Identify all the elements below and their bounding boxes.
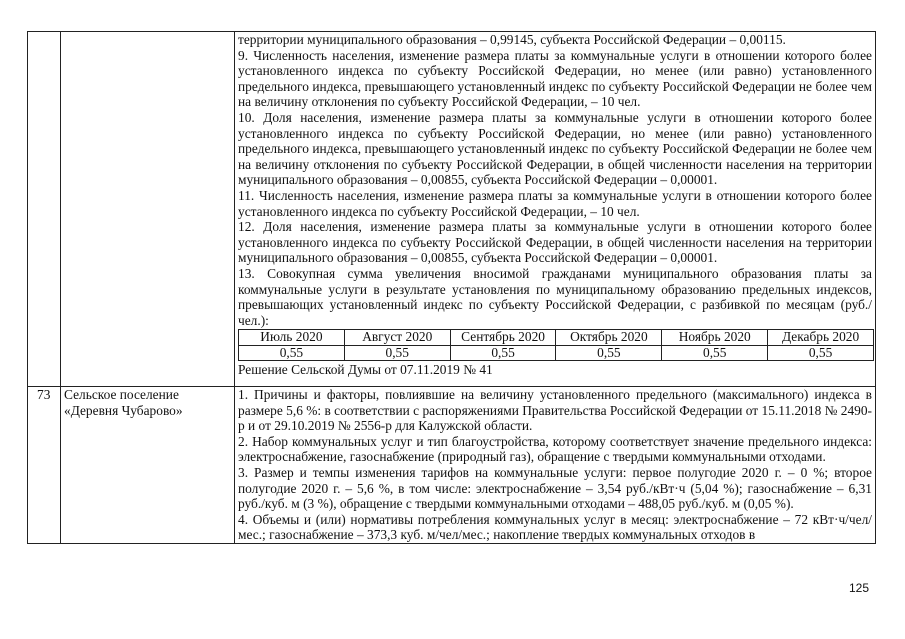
municipal-index-table — [27, 31, 876, 544]
details-cell — [235, 32, 876, 387]
month-value: 0,55 — [239, 345, 345, 361]
paragraph: 11. Численность населения, изменение размера платы за коммунальные услуги в отношении которого более установленного индекса по субъекту Российской Федерации, – 10 чел. — [238, 187, 872, 219]
paragraph: 10. Доля населения, изменение размера платы за коммунальные услуги в отношении которого более установленного индекса по субъекту Российской Федерации, но менее (или равно) установленного предельного индекса, превышающего установленный индекс по субъекту Российской Федерации не более чем на величину отклонения по субъекту Российской Федерации, в общей численности населения на территории муниципального образования – 0,00855, субъекта Российской Федерации – 0,00001. — [238, 109, 872, 188]
months-value-row — [239, 345, 874, 361]
paragraph: 13. Совокупная сумма увеличения вносимой гражданами муниципального образования платы за коммунальные услуги в результате установления по муниципальному образованию предельных индексов, превышающих установленный индекс по субъекту Российской Федерации, с разбивкой по месяцам (руб./чел.): — [238, 265, 872, 328]
month-label: Декабрь 2020 — [768, 330, 874, 346]
row-number: 73 — [28, 387, 61, 544]
paragraph: 4. Объемы и (или) нормативы потребления коммунальных услуг в месяц: электроснабжение – 72 кВт·ч/чел/мес.; газоснабжение – 373,3 куб. м/чел/мес.; накопление твердых коммунальных отходов в — [238, 511, 872, 543]
table-row — [28, 387, 876, 544]
paragraph: территории муниципального образования – 0,99145, субъекта Российской Федерации – 0,00115. — [238, 32, 786, 47]
settlement-cell — [61, 32, 235, 387]
month-label: Ноябрь 2020 — [662, 330, 768, 346]
monthly-amounts-table — [238, 329, 874, 361]
month-value: 0,55 — [344, 345, 450, 361]
month-value: 0,55 — [556, 345, 662, 361]
months-header-row — [239, 330, 874, 346]
details-cell — [235, 387, 876, 544]
month-label: Август 2020 — [344, 330, 450, 346]
paragraph: 1. Причины и факторы, повлиявшие на величину установленного предельного (максимального) индекса в размере 5,6 %: в соответствии с распоряжениями Правительства Российской Федерации от 15.11.2018 № 2490-р и от 29.10.2019 № 2556-р для Калужской области. — [238, 387, 872, 434]
paragraph: 9. Численность населения, изменение размера платы за коммунальные услуги в отношении которого более установленного индекса по субъекту Российской Федерации, но менее (или равно) установленного предельного индекса, превышающего установленный индекс по субъекту Российской Федерации не более чем на величину отклонения по субъекту Российской Федерации, – 10 чел. — [238, 47, 872, 110]
settlement-type: Сельское поселение — [64, 387, 179, 402]
settlement-name — [61, 387, 235, 544]
settlement-title: «Деревня Чубарово» — [64, 402, 183, 418]
month-value: 0,55 — [768, 345, 874, 361]
month-label: Сентябрь 2020 — [450, 330, 556, 346]
council-decision: Решение Сельской Думы от 07.11.2019 № 41 — [238, 362, 493, 378]
paragraph: 2. Набор коммунальных услуг и тип благоустройства, которому соответствует значение предельного индекса: электроснабжение, газоснабжение (природный газ), обращение с твердыми коммунальными отходами. — [238, 433, 872, 465]
month-value: 0,55 — [450, 345, 556, 361]
month-label: Июль 2020 — [239, 330, 345, 346]
row-number-cell — [28, 32, 61, 387]
table-row — [28, 32, 876, 387]
page-number: 125 — [849, 581, 870, 595]
month-label: Октябрь 2020 — [556, 330, 662, 346]
month-value: 0,55 — [662, 345, 768, 361]
paragraph: 12. Доля населения, изменение размера платы за коммунальные услуги в отношении которого более установленного индекса по субъекту Российской Федерации, в общей численности населения на территории муниципального образования – 0,00855, субъекта Российской Федерации – 0,00001. — [238, 219, 872, 266]
paragraph: 3. Размер и темпы изменения тарифов на коммунальные услуги: первое полугодие 2020 г. – 0 %; второе полугодие 2020 г. – 5,6 %, в том числе: электроснабжение – 3,54 руб./кВт·ч (5,04 %); газоснабжение – 6,31 руб./куб. м (3 %), обращение с твердыми коммунальными отходами – 488,05 руб./куб. м (0,05 %). — [238, 464, 872, 512]
